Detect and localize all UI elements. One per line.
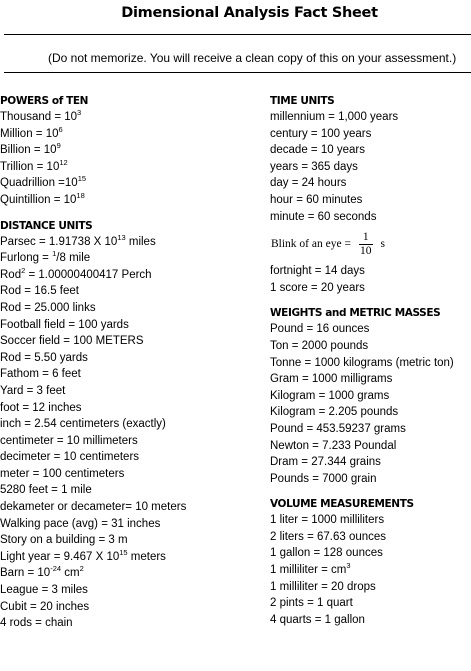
fact-item: 2 pints = 1 quart [270,597,353,610]
fact-item: day = 24 hours [270,177,347,190]
fact-item: Story on a building = 3 m [0,534,128,547]
fact-item: Rod = 16.5 feet [0,285,79,298]
fact-item: fortnight = 14 days [270,265,365,278]
fact-item: dekameter or decameter= 10 meters [0,501,187,514]
section-heading: WEIGHTS and METRIC MASSES [270,307,441,320]
section-heading: VOLUME MEASUREMENTS [270,498,414,511]
fact-item: Ton = 2000 pounds [270,339,369,352]
instruction-note: (Do not memorize. You will receive a clean copy of this on your assessment.) [48,51,457,65]
fact-item: 4 quarts = 1 gallon [270,613,365,626]
fact-item: 1 gallon = 128 ounces [270,547,383,560]
section-volume-measurements [270,497,471,628]
fact-item: Tonne = 1000 kilograms (metric ton) [270,356,454,369]
fact-item: Pound = 16 ounces [270,323,370,336]
fact-item: 1 liter = 1000 milliliters [270,514,385,527]
fact-item: Light year = 9.467 X $10^{15}$ meters [0,547,166,563]
fact-item: 2 liters = 67.63 ounces [270,530,387,543]
fact-item: minute = 60 seconds [270,210,377,223]
section-time-units [270,94,471,296]
fact-item: Kilogram = 2.205 pounds [270,406,399,419]
fact-item: Kilogram = 1000 grams [270,389,390,402]
fact-list [0,234,265,632]
fact-item: foot = 12 inches [0,401,82,414]
section-heading: POWERS of TEN [0,95,89,107]
fact-item: Fathom = 6 feet [0,368,81,381]
fact-item: Cubit = 20 inches [0,600,90,613]
unit-label: s [380,237,385,250]
fact-item: Quadrillion $=10^{15}$ [0,174,87,190]
fact-item: Quintillion = $10^{18}$ [0,190,85,206]
fact-item: Football field = 100 yards [0,318,129,331]
section-heading: DISTANCE UNITS [0,219,93,232]
left-column [0,94,265,642]
section-heading: TIME UNITS [270,95,335,107]
fact-item: 5280 feet = 1 mile [0,484,92,497]
fact-item: Furlong = $^1$/8 mile [0,249,91,265]
fact-item: Rod = 5.50 yards [0,351,88,364]
section-powers-of-ten [0,94,265,209]
fact-item: League = 3 miles [0,584,88,597]
fact-item: 1 milliliter = $cm^3$ [270,561,351,577]
fact-item: hour = 60 minutes [270,193,363,206]
fact-item: Gram = 1000 milligrams [270,373,393,386]
fact-item: Pounds = 7000 grain [270,472,377,485]
fact-item: Walking pace (avg) = 31 inches [0,517,161,530]
fact-item: Rod = 25.000 links [0,301,96,314]
fact-item [271,225,471,263]
fact-item: Trillion = $10^{12}$ [0,157,68,173]
fact-item: Pound = 453.59237 grams [270,422,406,435]
fact-item: Million = $10^6$ [0,124,63,140]
section-distance-units [0,219,265,632]
fact-item: Newton = 7.233 Poundal [270,439,397,452]
section-weights-and-metric-masses [270,306,471,487]
right-column [270,94,471,638]
fact-item: 1 score = 20 years [270,281,365,294]
fact-item: years = 365 days [270,160,358,173]
fact-item: 4 rods = chain [0,617,73,630]
fact-item: Parsec = 1.91738 X $10^{13}$ miles [0,232,156,248]
blink-label: Blink of an eye = [271,237,351,250]
fact-item: century = 100 years [270,127,372,140]
fact-list [270,512,471,628]
fact-item: decimeter = 10 centimeters [0,451,140,464]
bottom-divider [4,72,471,73]
fact-item: millennium = 1,000 years [270,111,399,123]
fact-item: Yard = 3 feet [0,384,66,397]
fact-list [270,321,471,487]
fact-item: Barn = $10^{-24}$ $cm^2$ [0,564,84,580]
page-title: Dimensional Analysis Fact Sheet [121,5,378,21]
fact-item: centimeter = 10 millimeters [0,434,138,447]
fact-item: meter = 100 centimeters [0,467,125,480]
fact-item: Dram = 27.344 grains [270,456,381,469]
fact-item: Billion = $10^9$ [0,141,61,157]
fact-item: 1 milliliter = 20 drops [270,580,376,593]
fact-item: decade = 10 years [270,144,365,157]
fraction: $\frac{1}{10}$ [359,230,372,257]
top-divider [4,34,471,35]
fact-item: inch = 2.54 centimeters (exactly) [0,418,166,431]
fact-item: Rod$^2$ = 1.00000400417 Perch [0,265,152,281]
fact-item: Soccer field = 100 METERS [0,335,144,348]
fact-list [0,109,265,209]
fact-item: Thousand = $10^3$ [0,108,82,123]
fact-list [270,109,471,296]
